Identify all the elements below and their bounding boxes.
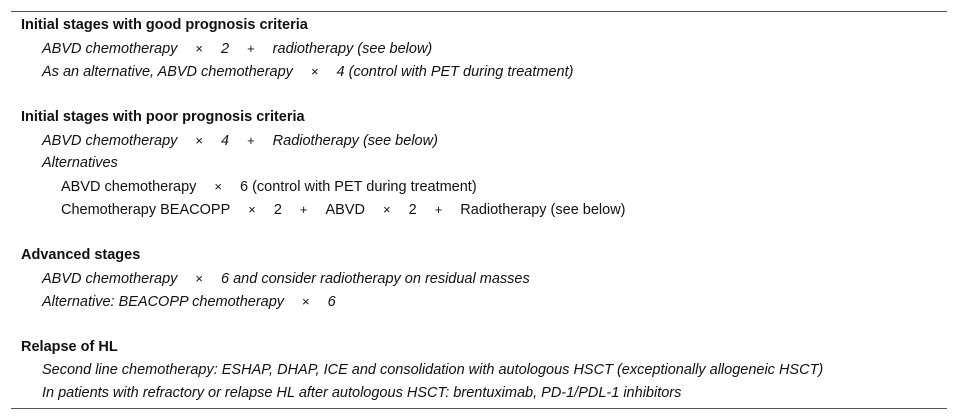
section-heading: Advanced stages (21, 247, 141, 263)
times-symbol: × (248, 202, 256, 217)
line-segment: ABVD chemotherapy (42, 271, 178, 287)
times-symbol: × (195, 41, 203, 56)
line-segment: In patients with refractory or relapse HL after autologous HSCT: brentuximab, PD-1/PDL-1 inhibitors (42, 385, 682, 401)
plus-symbol: + (247, 41, 255, 56)
treatment-line (21, 152, 947, 175)
treatment-line (21, 37, 947, 60)
line-segment: Radiotherapy (see below) (460, 202, 626, 218)
line-segment: Chemotherapy BEACOPP (61, 202, 231, 218)
plus-symbol: + (434, 202, 443, 217)
section-spacer (21, 83, 947, 106)
table-content (21, 14, 947, 405)
treatment-line (21, 290, 947, 313)
line-segment: ABVD chemotherapy (42, 41, 178, 57)
times-symbol: × (310, 64, 319, 79)
line-segment: ABVD chemotherapy (61, 179, 197, 195)
line-segment: 6 (327, 294, 336, 310)
line-segment: Second line chemotherapy: ESHAP, DHAP, ICE and consolidation with autologous HSCT (exceptionally allogeneic HSCT) (42, 362, 824, 378)
times-symbol: × (195, 271, 203, 286)
section-heading: Initial stages with poor prognosis criteria (21, 109, 305, 125)
line-segment: As an alternative, ABVD chemotherapy (42, 64, 293, 80)
line-segment: ABVD chemotherapy (42, 133, 178, 149)
treatment-line (21, 198, 947, 221)
section-spacer (21, 221, 947, 244)
times-symbol: × (383, 202, 391, 217)
section-spacer (21, 313, 947, 336)
line-segment: 6 and consider radiotherapy on residual masses (221, 271, 530, 287)
treatment-line (21, 267, 947, 290)
plus-symbol: + (247, 133, 255, 148)
line-segment: Radiotherapy (see below) (272, 133, 438, 149)
section-heading: Initial stages with good prognosis criteria (21, 17, 308, 33)
line-segment: Alternatives (42, 155, 118, 171)
treatment-line (21, 60, 947, 83)
plus-symbol: + (299, 202, 308, 217)
line-segment: 2 (273, 202, 282, 218)
times-symbol: × (214, 179, 222, 194)
line-segment: ABVD (325, 202, 366, 218)
section-heading: Relapse of HL (21, 339, 118, 355)
treatment-table (11, 11, 947, 409)
line-segment: 2 (221, 41, 230, 57)
treatment-line (21, 129, 947, 152)
times-symbol: × (195, 133, 203, 148)
line-segment: radiotherapy (see below) (272, 41, 433, 57)
treatment-line (21, 382, 947, 405)
times-symbol: × (302, 294, 310, 309)
line-segment: 4 (221, 133, 230, 149)
treatment-line (21, 359, 947, 382)
line-segment: 6 (control with PET during treatment) (240, 179, 477, 195)
line-segment: 2 (408, 202, 417, 218)
treatment-line (21, 175, 947, 198)
line-segment: 4 (control with PET during treatment) (336, 64, 574, 80)
line-segment: Alternative: BEACOPP chemotherapy (42, 294, 285, 310)
